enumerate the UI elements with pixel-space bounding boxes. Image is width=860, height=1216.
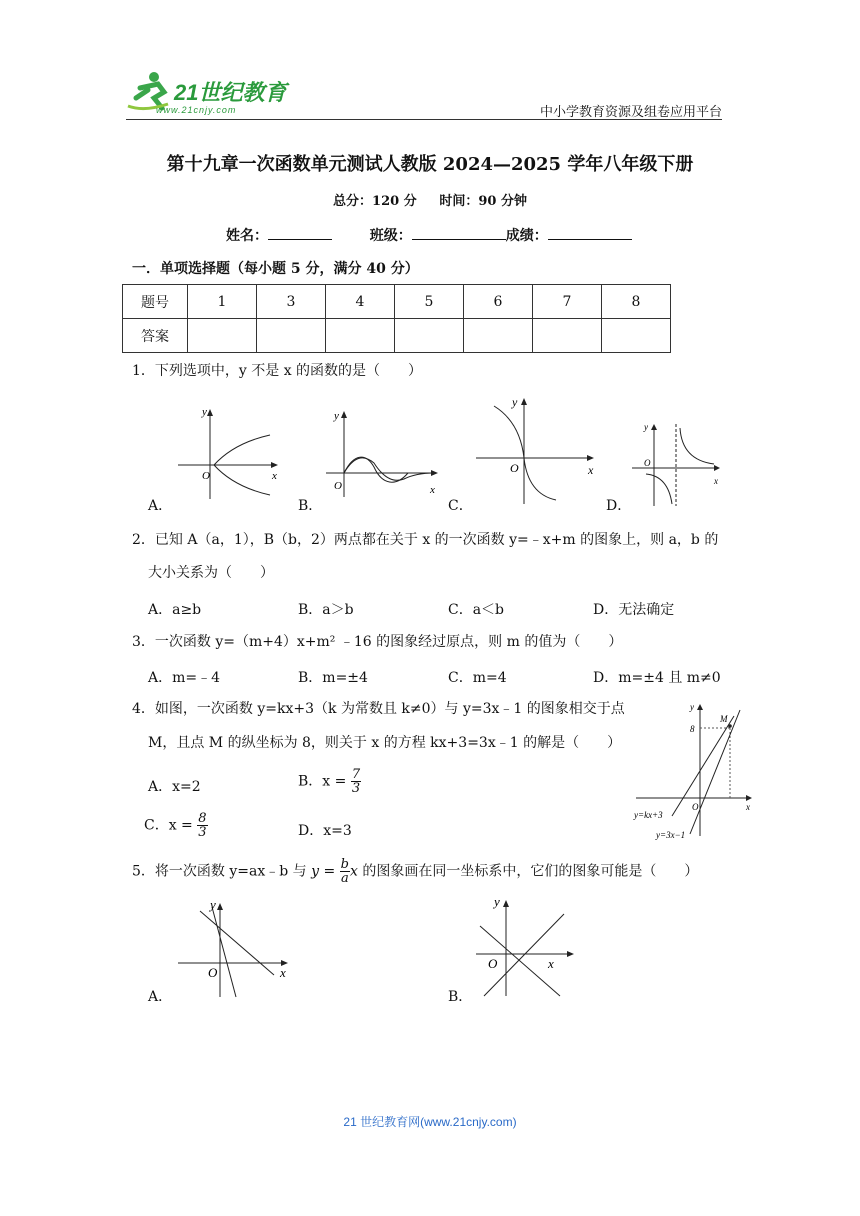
- q5-graph-b: [472, 892, 582, 1000]
- q4-graph: [632, 698, 758, 840]
- line-label: y=kx+3: [634, 810, 663, 820]
- q3-option-d: D．m=±4 且 m≠0: [593, 670, 721, 686]
- score-label: 成绩：: [505, 228, 548, 244]
- origin-label: O: [692, 802, 699, 812]
- q2-option-b: B．a＞b: [298, 602, 354, 618]
- q1-option-c-label: C．: [448, 498, 473, 514]
- table-cell: 7: [533, 285, 602, 319]
- name-label: 姓名：: [226, 228, 268, 244]
- q4-c-fraction: $\frac{8}{3}$: [198, 811, 207, 840]
- answer-cell[interactable]: [257, 319, 326, 353]
- question-2-line1: 2．已知 A（a，1），B（b，2）两点都在关于 x 的一次函数 y=﹣x+m 的图象上，则 a，b 的: [132, 532, 719, 548]
- answer-cell[interactable]: [533, 319, 602, 353]
- question-2-line2: 大小关系为（ ）: [148, 565, 274, 581]
- origin-label: O: [510, 461, 519, 475]
- q1-graph-d: [628, 418, 724, 508]
- origin-label: O: [644, 458, 651, 468]
- q5-option-a-label: A．: [148, 989, 173, 1005]
- question-1-stem: 1．下列选项中，y 不是 x 的函数的是（ ）: [132, 363, 423, 379]
- question-5-stem: 5．将一次函数 y=ax﹣b 与 y = $\frac{b}{a}$ x 的图象画在同一坐标系中，它们的图象可能是（ ）: [132, 857, 699, 886]
- q4-option-d: D．x=3: [298, 823, 352, 839]
- q1-option-a-label: A．: [148, 498, 173, 514]
- y-axis-label: y: [690, 702, 694, 712]
- y-axis-label: y: [334, 410, 339, 422]
- q2-option-d: D．无法确定: [593, 602, 675, 618]
- x-axis-label: x: [280, 965, 286, 980]
- q1-graph-c: [472, 392, 600, 506]
- student-fields: [226, 225, 632, 245]
- x-axis-label: x: [430, 484, 435, 496]
- x-axis-label: x: [272, 470, 277, 482]
- logo-url: www.21cnjy.com: [156, 105, 237, 115]
- table-cell: 4: [326, 285, 395, 319]
- origin-label: O: [488, 956, 498, 971]
- platform-text: 中小学教育资源及组卷应用平台: [540, 105, 723, 120]
- x-axis-label: x: [588, 463, 594, 477]
- q1-graph-a: [174, 403, 284, 503]
- answer-cell[interactable]: [395, 319, 464, 353]
- table-row: [123, 319, 671, 353]
- question-4-line2: M，且点 M 的纵坐标为 8，则关于 x 的方程 kx+3=3x﹣1 的解是（ ）: [148, 735, 622, 751]
- q5-fraction: $\frac{b}{a}$: [340, 857, 349, 886]
- x-axis-label: x: [548, 956, 554, 971]
- q3-option-b: B．m=±4: [298, 670, 368, 686]
- score-blank[interactable]: [548, 225, 632, 240]
- page-title: 第十九章一次函数单元测试人教版 2024—2025 学年八年级下册: [166, 154, 694, 175]
- q5-option-b-label: B．: [448, 989, 473, 1005]
- footer-link[interactable]: 21 世纪教育网(www.21cnjy.com): [343, 1115, 517, 1129]
- y-axis-label: y: [202, 406, 207, 418]
- question-4-line1: 4．如图，一次函数 y=kx+3（k 为常数且 k≠0）与 y=3x﹣1 的图象相交于点: [132, 701, 625, 717]
- line-label: y=3x−1: [656, 830, 686, 840]
- table-cell: 1: [188, 285, 257, 319]
- q3-option-c: C．m=4: [448, 670, 507, 686]
- tick-label: 8: [690, 724, 695, 734]
- table-cell: 3: [257, 285, 326, 319]
- origin-label: O: [334, 480, 342, 492]
- logo-text: 21世纪教育: [174, 80, 287, 105]
- table-cell: 5: [395, 285, 464, 319]
- q1-option-b-label: B．: [298, 498, 323, 514]
- q4-b-fraction: $\frac{7}{3}$: [351, 767, 361, 796]
- exam-time: 时间：90 分钟: [439, 194, 527, 209]
- x-axis-label: x: [714, 476, 718, 486]
- q5-graph-a: [174, 893, 296, 999]
- y-axis-label: y: [494, 894, 500, 909]
- q3-option-a: A．m=﹣4: [148, 670, 221, 686]
- class-label: 班级：: [369, 228, 412, 244]
- header-logo: [124, 68, 294, 116]
- q4-option-b: B．x = $\frac{7}{3}$: [298, 767, 361, 796]
- exam-meta: [0, 190, 860, 209]
- y-axis-label: y: [512, 395, 518, 409]
- y-axis-label: y: [210, 897, 216, 912]
- x-axis-label: x: [746, 802, 750, 812]
- table-row: [123, 285, 671, 319]
- class-blank[interactable]: [412, 225, 506, 240]
- y-axis-label: y: [644, 422, 648, 432]
- q1-option-d-label: D．: [606, 498, 632, 514]
- header-divider: [126, 119, 722, 120]
- answer-table: [122, 284, 671, 353]
- point-label: M: [720, 714, 728, 724]
- answer-cell[interactable]: [188, 319, 257, 353]
- section-heading: 一．单项选择题（每小题 5 分，满分 40 分）: [132, 261, 419, 277]
- question-3-stem: 3．一次函数 y=（m+4）x+m² ﹣16 的图象经过原点，则 m 的值为（ ）: [132, 634, 623, 650]
- table-cell: 8: [602, 285, 671, 319]
- q2-option-c: C．a＜b: [448, 602, 505, 618]
- total-score: 总分：120 分: [333, 194, 417, 209]
- table-header-cell: 答案: [123, 319, 188, 353]
- answer-cell[interactable]: [602, 319, 671, 353]
- table-cell: 6: [464, 285, 533, 319]
- q2-option-a: A．a≥b: [148, 602, 202, 618]
- q4-option-c: C．x = $\frac{8}{3}$: [144, 811, 207, 840]
- q1-graph-b: [322, 405, 442, 500]
- q4-option-a: A．x=2: [148, 779, 201, 795]
- name-blank[interactable]: [268, 225, 332, 240]
- answer-cell[interactable]: [326, 319, 395, 353]
- table-header-cell: 题号: [123, 285, 188, 319]
- answer-cell[interactable]: [464, 319, 533, 353]
- origin-label: O: [202, 470, 210, 482]
- origin-label: O: [208, 965, 218, 980]
